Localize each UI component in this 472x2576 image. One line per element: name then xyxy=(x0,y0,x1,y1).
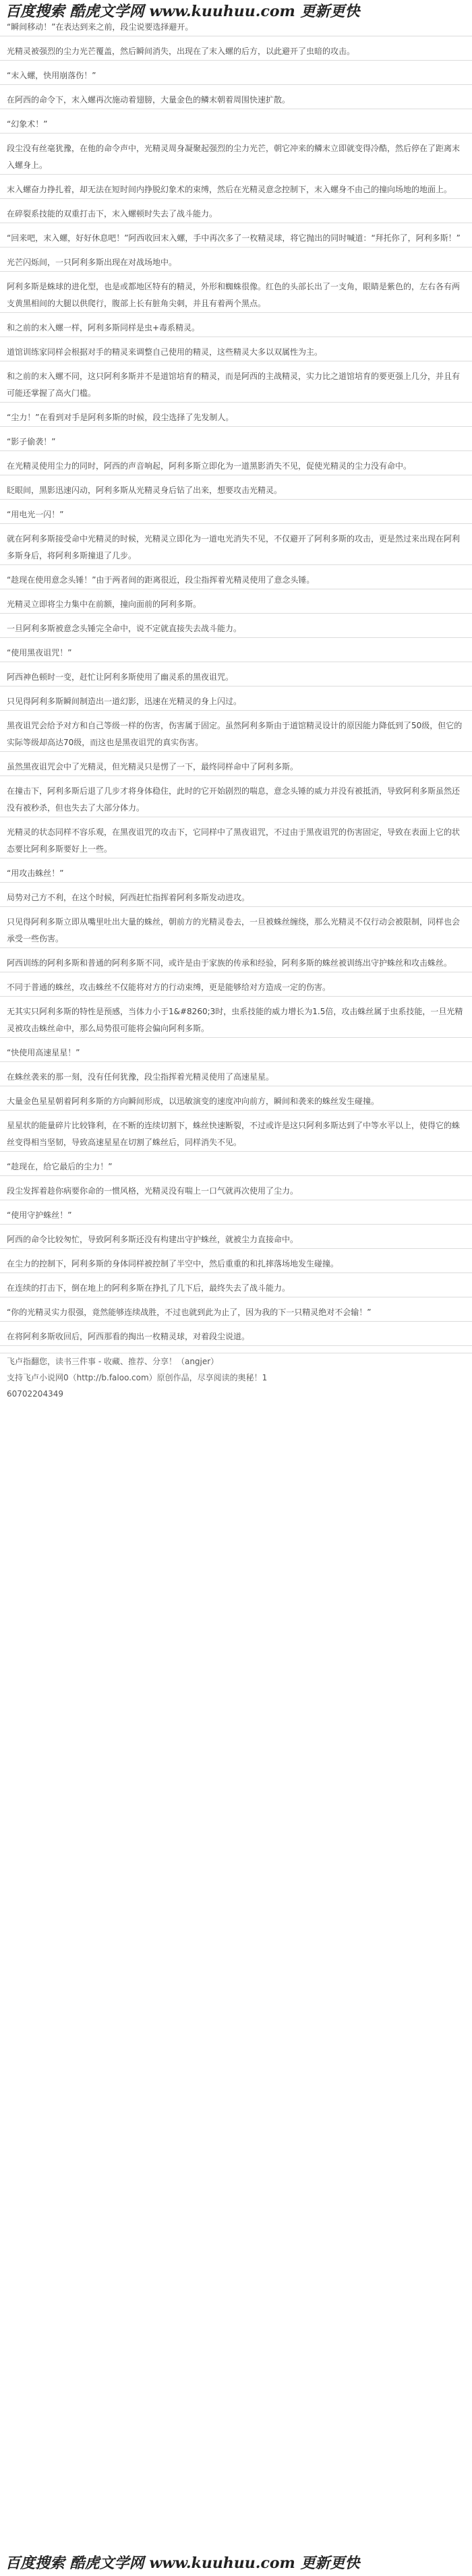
paragraph xyxy=(0,43,472,61)
paragraph-text: 一旦阿利多斯被意念头锤完全命中，说不定就直接失去战斗能力。 xyxy=(7,624,242,633)
paragraph xyxy=(0,368,472,403)
paragraph xyxy=(0,693,472,711)
paragraph-text: 只见得阿利多斯瞬间制造出一道幻影，迅速在光精灵的身上闪过。 xyxy=(7,697,242,706)
footer-line-share: 飞卢指翻您，读书三件事 - 收藏、推荐、分享！（angjer） xyxy=(0,1353,472,1370)
paragraph-text: 只见得阿利多斯立即从嘴里吐出大量的蛛丝，朝前方的光精灵卷去，一旦被蛛丝缠绕，那么光精灵不仅行动会被限制，同样也会承受一些伤害。 xyxy=(7,917,461,943)
paragraph xyxy=(0,181,472,199)
paragraph xyxy=(0,254,472,272)
paragraph-text: 眨眼间，黑影迅速闪动，阿利多斯从光精灵身后钻了出来，想要攻击光精灵。 xyxy=(7,486,283,495)
paragraph xyxy=(0,1304,472,1322)
paragraph-text: “末入螺，快用崩落伤！” xyxy=(7,71,96,80)
paragraph-text: “回来吧，末入螺，好好休息吧！”阿西收回末入螺，手中再次多了一枚精灵球，将它抛出的同时喊道：“拜托你了，阿利多斯！” xyxy=(7,233,461,243)
paragraph xyxy=(0,759,472,776)
paragraph-text: “用电光一闪！” xyxy=(7,510,64,519)
paragraph xyxy=(0,824,472,858)
paragraph-text: “你的光精灵实力很强，竟然能够连续战胜，不过也就到此为止了，因为我的下一只精灵绝对不会输！” xyxy=(7,1308,372,1317)
paragraph xyxy=(0,1069,472,1086)
paragraph-text: 黑夜诅咒会给予对方和自己等级一样的伤害，伤害属于固定。虽然阿利多斯由于道馆精灵设计的原因能力降低到了50级，但它的实际等级却高达70级，而这也是黑夜诅咒的真实伤害。 xyxy=(7,721,463,747)
paragraph-text: 就在阿利多斯接受命中光精灵的时候，光精灵立即化为一道电光消失不见，不仅避开了阿利多斯的攻击，更是然过来出现在阿利多斯身后，将阿利多斯撞退了几步。 xyxy=(7,534,461,560)
paragraph xyxy=(0,344,472,361)
paragraph-text: 光芒闪烁间，一只阿利多斯出现在对战场地中。 xyxy=(7,258,177,267)
paragraph-text: “尘力！”在看到对手是阿利多斯的时候，段尘选择了先发制人。 xyxy=(7,413,234,422)
paragraph xyxy=(0,955,472,972)
paragraph-text: “使用守护蛛丝！” xyxy=(7,1210,72,1220)
footer-line-support: 支持飞卢小说网0（http://b.faloo.com）原创作品，尽享阅读的奥秘！1 xyxy=(7,1373,268,1382)
paragraph xyxy=(0,1003,472,1038)
paragraph-text: 阿西神色顿时一变，赶忙让阿利多斯使用了幽灵系的黑夜诅咒。 xyxy=(7,672,234,682)
paragraph xyxy=(0,1207,472,1225)
paragraph xyxy=(0,1328,472,1346)
chapter-content xyxy=(0,19,472,1402)
paragraph xyxy=(0,889,472,907)
paragraph-text: 和之前的末入螺一样，阿利多斯同样是虫+毒系精灵。 xyxy=(7,323,200,332)
paragraph xyxy=(0,1159,472,1176)
paragraph-text: 段尘没有丝毫犹豫，在他的命令声中，光精灵周身凝聚起强烈的尘力光芒，朝它冲来的鳞末立即就变得冷酷，然后停在了距离末入螺身上。 xyxy=(7,144,461,170)
paragraph-text: 光精灵的状态同样不容乐观，在黑夜诅咒的攻击下，它同样中了黑夜诅咒，不过由于黑夜诅咒的伤害固定，导致在表面上它的状态要比阿利多斯要好上一些。 xyxy=(7,827,461,854)
paragraph xyxy=(0,1256,472,1273)
paragraph-text: 不同于普通的蛛丝，攻击蛛丝不仅能将对方的行动束缚，更是能够给对方造成一定的伤害。 xyxy=(7,983,331,992)
paragraph-text: 大量金色星星朝着阿利多斯的方向瞬间形成，以迅敏演变的速度冲向前方，瞬间和袭来的蛛丝发生碰撞。 xyxy=(7,1096,380,1106)
paragraph-text: “影子偷袭！” xyxy=(7,437,56,446)
paragraph-text: 在撞击下，阿利多斯后退了几步才将身体稳住，此时的它开始剧烈的喘息，意念头锤的威力并没有被抵消，导致阿利多斯虽然还没有被秒杀，但也失去了大部分体力。 xyxy=(7,786,461,813)
paragraph-text: 在光精灵使用尘力的同时，阿西的声音响起，阿利多斯立即化为一道黑影消失不见，促使光精灵的尘力没有命中。 xyxy=(7,461,412,471)
paragraph-text: 在碎裂系技能的双重打击下，末入螺顿时失去了战斗能力。 xyxy=(7,209,218,218)
paragraph xyxy=(0,1045,472,1062)
paragraph xyxy=(0,596,472,614)
paragraph xyxy=(0,783,472,817)
paragraph-text: 在连续的打击下，倒在地上的阿利多斯在挣扎了几下后，最终失去了战斗能力。 xyxy=(7,1283,291,1293)
paragraph-text: “快使用高速星星！” xyxy=(7,1048,80,1057)
paragraph-text: “趁现在使用意念头锤！”由于两者间的距离很近，段尘指挥着光精灵使用了意念头锤。 xyxy=(7,575,315,585)
paragraph xyxy=(0,279,472,313)
paragraph xyxy=(0,230,472,247)
paragraph-text: “幻象术！” xyxy=(7,119,48,129)
paragraph xyxy=(0,506,472,524)
paragraph xyxy=(0,865,472,883)
paragraph xyxy=(0,116,472,134)
site-banner-bottom: 百度搜索 酷虎文学网 www.kuuhuu.com 更新更快 xyxy=(5,2554,360,2572)
paragraph xyxy=(0,434,472,451)
paragraph-text: “使用黑夜诅咒！” xyxy=(7,648,72,657)
paragraph-text: 在将阿利多斯收回后，阿西那看的掏出一枚精灵球，对着段尘说道。 xyxy=(7,1332,250,1341)
paragraph-text: 局势对己方不利，在这个时候，阿西赶忙指挥着阿利多斯发动进攻。 xyxy=(7,893,250,902)
paragraph xyxy=(0,140,472,175)
paragraph xyxy=(0,409,472,427)
site-banner-top: 百度搜索 酷虎文学网 www.kuuhuu.com 更新更快 xyxy=(5,3,360,20)
paragraph xyxy=(0,206,472,223)
paragraph xyxy=(0,67,472,85)
paragraph xyxy=(0,482,472,500)
paragraph xyxy=(0,1093,472,1111)
paragraph xyxy=(0,19,472,36)
paragraph xyxy=(0,320,472,337)
paragraph-text: 星星状的能量碎片比较锋利，在不断的连续切割下，蛛丝快速断裂，不过或许是这只阿利多斯达到了中等水平以上，使得它的蛛丝变得相当坚韧，导致高速星星在切割了蛛丝后，同样消失不见。 xyxy=(7,1121,461,1147)
paragraph-text: “瞬间移动！”在表达到来之前，段尘说要选择避开。 xyxy=(7,22,194,32)
paragraph xyxy=(0,458,472,475)
paragraph xyxy=(0,979,472,997)
footer-line-id: 60702204349 xyxy=(7,1389,63,1399)
paragraph-text: “用攻击蛛丝！” xyxy=(7,869,64,878)
paragraph xyxy=(0,1280,472,1297)
paragraph xyxy=(0,718,472,752)
paragraph-text: 虽然黑夜诅咒会中了光精灵，但光精灵只是愣了一下，最终同样命中了阿利多斯。 xyxy=(7,762,299,771)
paragraph-text: 在阿西的命令下，末入螺再次施动着翅膀，大量金色的鳞末朝着周围快速扩散。 xyxy=(7,95,291,105)
paragraph xyxy=(0,669,472,686)
paragraph-text: 光精灵立即将尘力集中在前额，撞向面前的阿利多斯。 xyxy=(7,599,202,609)
paragraph-text: 道馆训练家同样会根据对手的精灵来调整自己使用的精灵，这些精灵大多以双属性为主。 xyxy=(7,347,323,357)
paragraph-text: 阿利多斯是蛛球的进化型，也是或都地区特有的精灵，外形和蜘蛛很像。红色的头部长出了一支角，眼睛是紫色的，左右各有两支黄黑相间的大腿以供爬行，腹部上长有脏角尖刺，并且有着两个黑点。 xyxy=(7,282,461,308)
paragraph xyxy=(0,645,472,662)
paragraph xyxy=(0,531,472,565)
paragraph xyxy=(0,1183,472,1200)
paragraph-text: 无其实只阿利多斯的特性是预感，当体力小于1&#8260;3时，虫系技能的威力增长为1.5倍，攻击蛛丝属于虫系技能，一旦光精灵被攻击蛛丝命中，那么局势很可能将会偏向阿利多斯。 xyxy=(7,1007,463,1033)
paragraph xyxy=(0,572,472,589)
paragraph xyxy=(0,914,472,948)
paragraph-text: 阿西的命令比较匆忙，导致阿利多斯还没有构建出守护蛛丝，就被尘力直接命中。 xyxy=(7,1235,299,1244)
paragraph xyxy=(0,620,472,638)
paragraph-text: 阿西训练的阿利多斯和普通的阿利多斯不同，或许是由于家族的传承和经验，阿利多斯的蛛丝被训练出守护蛛丝和攻击蛛丝。 xyxy=(7,958,452,968)
paragraph-text: 和之前的末入螺不同，这只阿利多斯并不是道馆培育的精灵，而是阿西的主战精灵，实力比之道馆培育的要更强上几分，并且有可能还掌握了高火门槛。 xyxy=(7,372,461,398)
paragraph-text: 末入螺奋力挣扎着，却无法在短时间内挣脱幻象术的束缚，然后在光精灵意念控制下，末入螺身不由己的撞向场地的地面上。 xyxy=(7,185,452,194)
paragraph-text: 段尘发挥着趁你病要你命的一惯风格，光精灵没有喘上一口气就再次使用了尘力。 xyxy=(7,1186,299,1196)
paragraph-text: 在尘力的控制下，阿利多斯的身体同样被控制了半空中，然后重重的和扎摔落场地发生碰撞。 xyxy=(7,1259,339,1268)
paragraph-text: 光精灵被强烈的尘力光芒覆盖，然后瞬间消失，出现在了末入螺的后方，以此避开了虫暗的攻击。 xyxy=(7,47,355,56)
paragraph xyxy=(0,1117,472,1152)
paragraph-text: “趁现在，给它最后的尘力！” xyxy=(7,1162,113,1171)
paragraph xyxy=(0,1231,472,1249)
paragraph-text: 在蛛丝袭来的那一刻，没有任何犹豫，段尘指挥着光精灵使用了高速星星。 xyxy=(7,1072,274,1082)
paragraph xyxy=(0,92,472,109)
paragraph-list xyxy=(0,19,472,1346)
